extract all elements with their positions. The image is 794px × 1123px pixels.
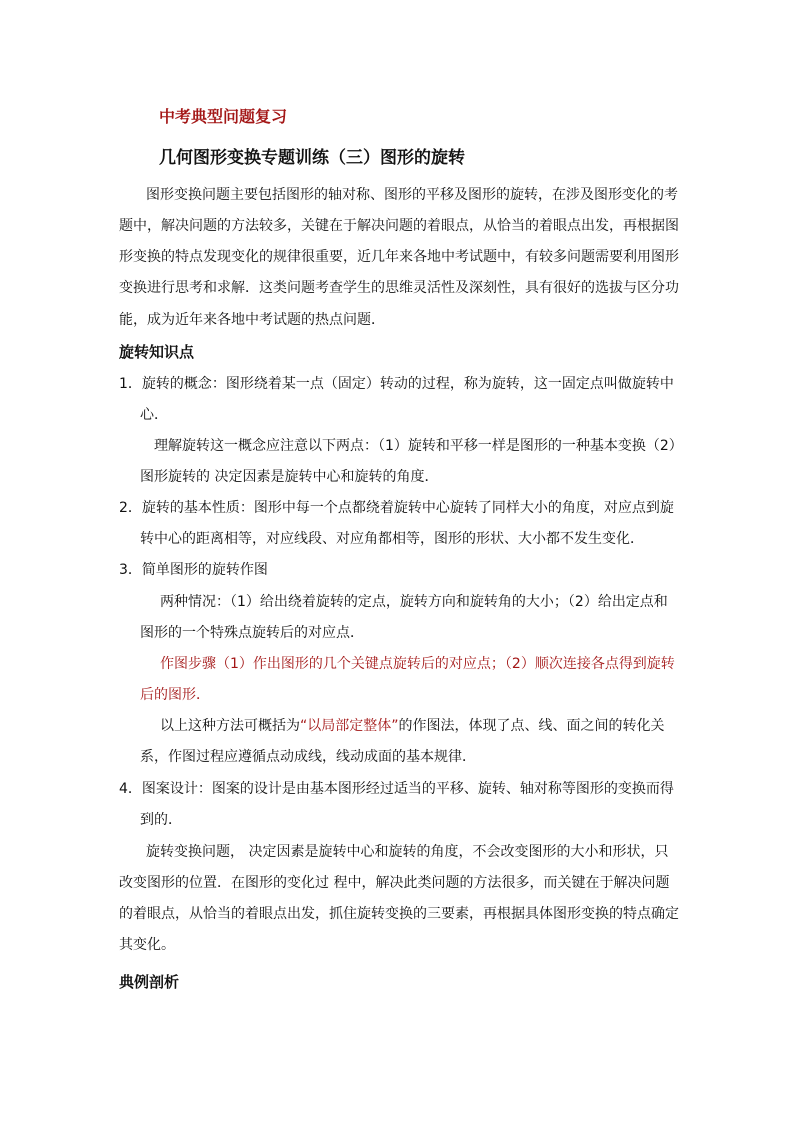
steps-line-1: 作图步骤（1）作出图形的几个关键点旋转后的对应点；（2）顺次连接各点得到旋转 [160, 656, 675, 672]
intro-line-3: 形变换的特点发现变化的规律很重要，近几年来各地中考试题中，有较多问题需要利用图形 [119, 249, 679, 265]
intro-line-4: 变换进行思考和求解．这类问题考查学生的思维灵活性及深刻性，具有很好的选拔与区分功 [119, 280, 679, 296]
intro-line-5: 能，成为近年来各地中考试题的热点问题． [119, 312, 385, 328]
intro-line-1: 图形变换问题主要包括图形的轴对称、图形的平移及图形的旋转，在涉及图形变化的考 [146, 187, 678, 203]
method-line-1 [160, 716, 665, 736]
item-4-line-1: 4．图案设计：图案的设计是由基本图形经过适当的平移、旋转、轴对称等图形的变换而得 [119, 781, 674, 797]
item-4-line-2: 到的． [140, 812, 182, 828]
item-2-line-1: 2．旋转的基本性质：图形中每一个点都绕着旋转中心旋转了同样大小的角度，对应点到旋 [119, 500, 674, 516]
note-3-line-1: 两种情况：（1）给出绕着旋转的定点，旋转方向和旋转角的大小；（2）给出定点和 [160, 594, 668, 610]
category-heading: 中考典型问题复习 [159, 107, 288, 126]
note-3-line-2: 图形的一个特殊点旋转后的对应点． [140, 625, 364, 641]
method-text-after: 的作图法，体现了点、线、面之间的转化关 [398, 718, 665, 734]
summary-line-3: 的着眼点，从恰当的着眼点出发，抓住旋转变换的三要素，再根据具体图形变换的特点确定 [119, 906, 679, 922]
section-heading-knowledge: 旋转知识点 [119, 343, 195, 361]
note-1-line-2: 图形旋转的 决定因素是旋转中心和旋转的角度． [140, 469, 439, 485]
intro-line-2: 题中，解决问题的方法较多，关键在于解决问题的着眼点，从恰当的着眼点出发，再根据图 [119, 218, 679, 234]
summary-line-2: 改变图形的位置．在图形的变化过 程中，解决此类问题的方法很多，而关键在于解决问题 [119, 875, 670, 891]
item-1-line-1: 1．旋转的概念：图形绕着某一点（固定）转动的过程，称为旋转，这一固定点叫做旋转中 [119, 376, 674, 392]
page-title: 几何图形变换专题训练（三）图形的旋转 [159, 148, 465, 168]
method-quote: “以局部定整体” [300, 718, 399, 734]
method-text-before: 以上这种方法可概括为 [160, 718, 300, 734]
note-1-line-1: 理解旋转这一概念应注意以下两点：（1）旋转和平移一样是图形的一种基本变换（2） [154, 438, 683, 454]
item-2-line-2: 转中心的距离相等，对应线段、对应角都相等，图形的形状、大小都不发生变化． [140, 531, 644, 547]
summary-line-4: 其变化。 [119, 937, 175, 953]
item-3: 3．简单图形的旋转作图 [119, 562, 268, 578]
summary-line-1: 旋转变换问题， 决定因素是旋转中心和旋转的角度，不会改变图形的大小和形状，只 [146, 844, 669, 860]
section-heading-examples: 典例剖析 [119, 973, 180, 991]
item-1-line-2: 心． [140, 407, 168, 423]
steps-line-2: 后的图形． [140, 687, 210, 703]
method-line-2: 系，作图过程应遵循点动成线，线动成面的基本规律． [140, 749, 476, 765]
